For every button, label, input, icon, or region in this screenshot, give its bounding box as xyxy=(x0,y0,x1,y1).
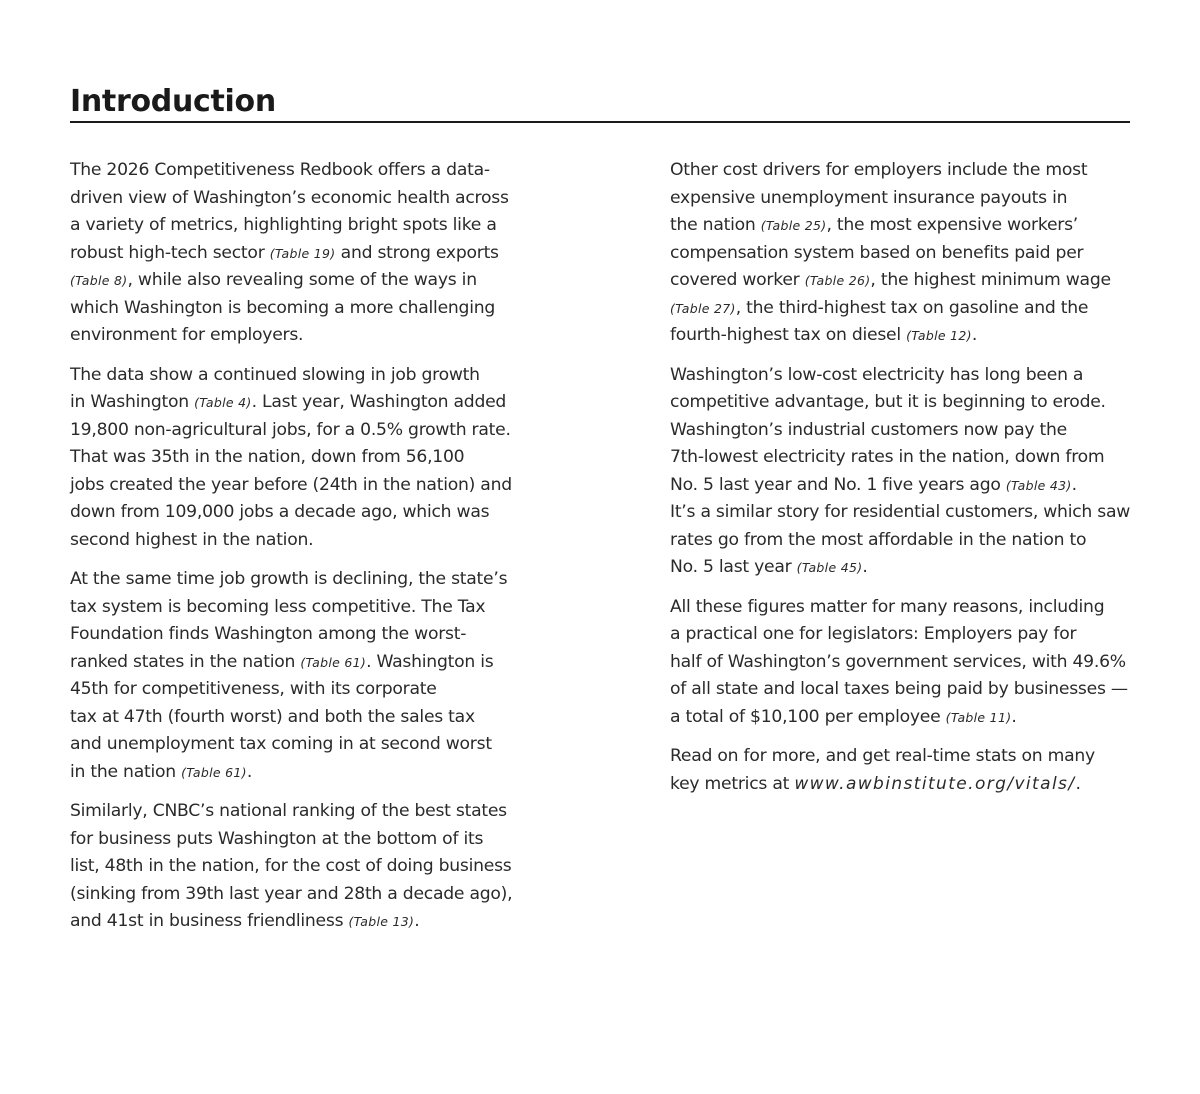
text-line xyxy=(70,389,540,417)
table-reference: (Table 45) xyxy=(796,560,863,575)
text-segment: Washington’s industrial customers now pay the xyxy=(670,419,1067,440)
text-segment: The data show a continued slowing in job growth xyxy=(70,364,480,385)
text-segment: . xyxy=(246,761,253,782)
text-line xyxy=(70,267,540,295)
text-line xyxy=(70,798,540,826)
text-segment: list, 48th in the nation, for the cost of doing business xyxy=(70,856,512,876)
body-paragraph xyxy=(670,743,1150,798)
text-line xyxy=(670,594,1150,622)
body-paragraph xyxy=(670,594,1150,732)
text-segment: fourth-highest tax on diesel xyxy=(670,325,907,345)
text-line xyxy=(70,731,540,759)
text-segment: and unemployment tax coming in at second worst xyxy=(70,734,492,754)
table-reference: (Table 61) xyxy=(181,764,247,780)
table-reference: (Table 4) xyxy=(194,395,252,410)
text-line xyxy=(670,322,1150,350)
text-line xyxy=(70,295,540,323)
table-reference: (Table 27) xyxy=(670,300,736,316)
text-segment: tax at 47th (fourth worst) and both the sales tax xyxy=(70,706,475,727)
text-line xyxy=(70,185,540,213)
text-segment: All these figures matter for many reasons, including xyxy=(670,596,1105,617)
text-segment: environment for employers. xyxy=(70,325,304,345)
text-segment: robust high-tech sector xyxy=(70,242,270,263)
text-segment: in the nation xyxy=(70,761,182,782)
text-line xyxy=(70,566,540,594)
text-line xyxy=(70,704,540,732)
body-paragraph xyxy=(70,157,540,350)
text-line xyxy=(670,362,1150,390)
text-segment: No. 5 last year xyxy=(670,557,797,577)
table-reference: (Table 11) xyxy=(945,709,1012,725)
text-line xyxy=(670,444,1150,472)
text-line xyxy=(670,704,1150,732)
text-line xyxy=(70,908,540,936)
text-segment: . Washington is xyxy=(366,651,494,672)
text-line xyxy=(70,444,540,472)
text-segment: No. 5 last year and No. 1 five years ago xyxy=(670,474,1006,495)
text-line xyxy=(670,554,1150,582)
text-segment: , the most expensive workers’ xyxy=(826,215,1079,235)
text-segment: Foundation finds Washington among the worst- xyxy=(70,624,467,644)
table-reference: (Table 19) xyxy=(269,245,336,261)
text-segment: . xyxy=(1071,474,1077,495)
text-segment: At the same time job growth is declining, the state’s xyxy=(70,569,508,589)
text-segment: . xyxy=(1075,773,1081,794)
body-paragraph xyxy=(70,566,540,786)
text-line xyxy=(670,389,1150,417)
text-segment: and strong exports xyxy=(335,242,499,263)
text-segment: a total of $10,100 per employee xyxy=(670,706,946,727)
page-title: Introduction xyxy=(70,84,276,119)
text-segment: . xyxy=(971,325,978,345)
text-line xyxy=(70,322,540,350)
text-segment: 19,800 non-agricultural jobs, for a 0.5% growth rate. xyxy=(70,419,511,440)
table-reference: (Table 8) xyxy=(70,273,128,288)
text-line xyxy=(670,676,1150,704)
table-reference: (Table 12) xyxy=(906,328,972,343)
text-line xyxy=(70,472,540,500)
text-segment: 45th for competitiveness, with its corporate xyxy=(70,679,437,699)
text-segment: . xyxy=(1011,706,1017,727)
text-segment: the nation xyxy=(670,215,761,235)
text-segment: The 2026 Competitiveness Redbook offers a data- xyxy=(70,160,490,180)
text-line xyxy=(670,527,1150,555)
body-paragraph xyxy=(670,362,1150,582)
body-paragraph xyxy=(670,157,1150,350)
body-paragraph xyxy=(70,798,540,936)
text-segment: It’s a similar story for residential customers, which saw xyxy=(670,502,1131,522)
text-line xyxy=(70,676,540,704)
right-column xyxy=(670,157,1150,810)
text-line xyxy=(670,240,1150,268)
text-line xyxy=(670,212,1150,240)
table-reference: (Table 43) xyxy=(1005,477,1072,493)
text-segment: That was 35th in the nation, down from 56,100 xyxy=(70,447,465,467)
text-line xyxy=(70,499,540,527)
text-segment: and 41st in business friendliness xyxy=(70,911,349,931)
text-line xyxy=(70,157,540,185)
text-segment: , the third-highest tax on gasoline and the xyxy=(735,297,1089,318)
table-reference: (Table 25) xyxy=(760,218,827,233)
text-segment: of all state and local taxes being paid by businesses — xyxy=(670,679,1128,699)
text-line xyxy=(670,472,1150,500)
text-line xyxy=(670,417,1150,445)
body-paragraph xyxy=(70,362,540,555)
text-segment: Washington’s low-cost electricity has long been a xyxy=(670,364,1084,385)
text-segment: a variety of metrics, highlighting bright spots like a xyxy=(70,215,497,235)
website-link[interactable]: www.awbinstitute.org/vitals/ xyxy=(794,773,1076,794)
text-segment: . Last year, Washington added xyxy=(251,392,507,412)
text-line xyxy=(670,267,1150,295)
text-segment: compensation system based on benefits paid per xyxy=(670,242,1084,263)
table-reference: (Table 13) xyxy=(348,914,415,929)
text-segment: 7th-lowest electricity rates in the nation, down from xyxy=(670,447,1105,467)
text-segment: a practical one for legislators: Employers pay for xyxy=(670,624,1077,644)
text-segment: (sinking from 39th last year and 28th a decade ago), xyxy=(70,883,513,904)
text-segment: competitive advantage, but it is beginning to erode. xyxy=(670,392,1106,412)
text-segment: . xyxy=(414,911,420,931)
text-line xyxy=(70,759,540,787)
text-segment: jobs created the year before (24th in the nation) and xyxy=(70,474,512,495)
text-segment: second highest in the nation. xyxy=(70,529,314,550)
text-segment: expensive unemployment insurance payouts in xyxy=(670,187,1068,208)
text-line xyxy=(70,594,540,622)
table-reference: (Table 26) xyxy=(804,273,871,288)
text-segment: . xyxy=(862,557,868,577)
text-segment: key metrics at xyxy=(670,773,795,794)
text-line xyxy=(70,527,540,555)
text-line xyxy=(70,853,540,881)
text-line xyxy=(670,771,1150,799)
text-segment: which Washington is becoming a more challenging xyxy=(70,297,496,318)
text-segment: , while also revealing some of the ways in xyxy=(127,270,477,290)
text-segment: rates go from the most affordable in the nation to xyxy=(670,529,1087,550)
text-segment: in Washington xyxy=(70,392,195,412)
text-line xyxy=(670,621,1150,649)
text-line xyxy=(70,621,540,649)
text-segment: Similarly, CNBC’s national ranking of the best states xyxy=(70,801,507,821)
text-line xyxy=(70,881,540,909)
text-line xyxy=(670,649,1150,677)
text-segment: for business puts Washington at the bottom of its xyxy=(70,828,484,849)
text-line xyxy=(670,295,1150,323)
text-line xyxy=(670,499,1150,527)
text-segment: driven view of Washington’s economic health across xyxy=(70,187,509,208)
text-segment: down from 109,000 jobs a decade ago, which was xyxy=(70,502,490,522)
text-segment: covered worker xyxy=(670,270,805,290)
text-line xyxy=(70,417,540,445)
text-segment: ranked states in the nation xyxy=(70,651,301,672)
text-line xyxy=(70,362,540,390)
text-line xyxy=(70,649,540,677)
text-segment: , the highest minimum wage xyxy=(870,270,1111,290)
text-line xyxy=(670,743,1150,771)
text-segment: Read on for more, and get real-time stats on many xyxy=(670,746,1095,766)
text-line xyxy=(670,157,1150,185)
text-line xyxy=(70,240,540,268)
text-segment: half of Washington’s government services, with 49.6% xyxy=(670,651,1126,672)
text-line xyxy=(670,185,1150,213)
title-divider xyxy=(70,121,1130,123)
text-line xyxy=(70,826,540,854)
table-reference: (Table 61) xyxy=(300,654,367,670)
text-segment: Other cost drivers for employers include the most xyxy=(670,160,1088,180)
left-column xyxy=(70,157,540,948)
text-segment: tax system is becoming less competitive. The Tax xyxy=(70,596,486,617)
text-line xyxy=(70,212,540,240)
